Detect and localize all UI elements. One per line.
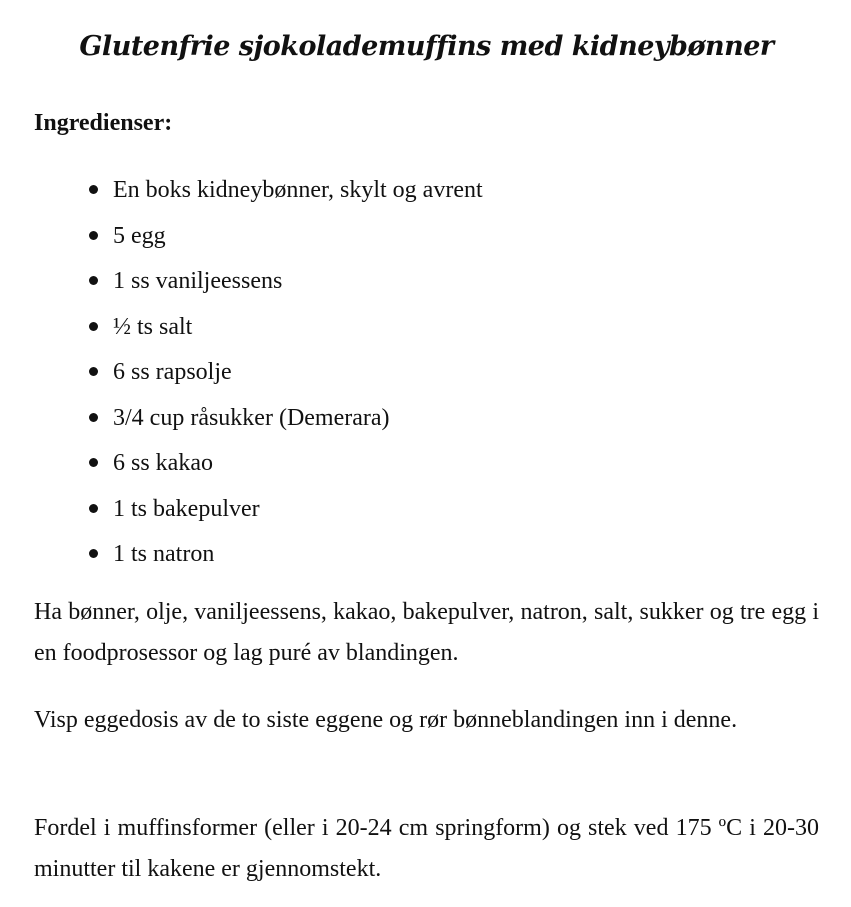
bullet-icon — [89, 231, 98, 240]
bullet-icon — [89, 413, 98, 422]
ingredients-heading: Ingredienser: — [34, 110, 173, 136]
ingredient-item — [34, 216, 483, 262]
ingredient-text: 6 ss kakao — [113, 450, 213, 476]
ingredients-list — [34, 170, 483, 580]
ingredient-item — [34, 489, 483, 535]
ingredient-item — [34, 170, 483, 216]
bullet-icon — [89, 549, 98, 558]
ingredient-item — [34, 443, 483, 489]
ingredient-item — [34, 398, 483, 444]
bullet-icon — [89, 458, 98, 467]
ingredient-text: 1 ts natron — [113, 541, 215, 567]
instruction-step-2: Visp eggedosis av de to siste eggene og rør bønneblandingen inn i denne. — [34, 707, 738, 733]
ingredient-text: 3/4 cup råsukker (Demerara) — [113, 404, 390, 431]
recipe-title: Glutenfrie sjokolademuffins med kidneybønner — [79, 31, 774, 62]
bullet-icon — [89, 322, 98, 331]
ingredient-text: En boks kidneybønner, skylt og avrent — [113, 177, 483, 203]
ingredient-item — [34, 534, 483, 580]
ingredient-text: 1 ts bakepulver — [113, 495, 260, 522]
bullet-icon — [89, 504, 98, 513]
ingredient-item — [34, 261, 483, 307]
instruction-step-3: Fordel i muffinsformer (eller i 20-24 cm springform) og stek ved 175 ºC i 20-30 minutter til kakene er gjennomstekt. — [34, 815, 819, 882]
instruction-step-1: Ha bønner, olje, vaniljeessens, kakao, bakepulver, natron, salt, sukker og tre egg i en foodprosessor og lag puré av blandingen. — [34, 599, 819, 666]
ingredient-text: 5 egg — [113, 222, 166, 249]
ingredient-text: 1 ss vaniljeessens — [113, 268, 283, 294]
ingredient-item — [34, 307, 483, 353]
bullet-icon — [89, 367, 98, 376]
ingredient-item — [34, 352, 483, 398]
ingredient-text: ½ ts salt — [113, 313, 193, 340]
bullet-icon — [89, 185, 98, 194]
bullet-icon — [89, 276, 98, 285]
ingredient-text: 6 ss rapsolje — [113, 359, 232, 385]
